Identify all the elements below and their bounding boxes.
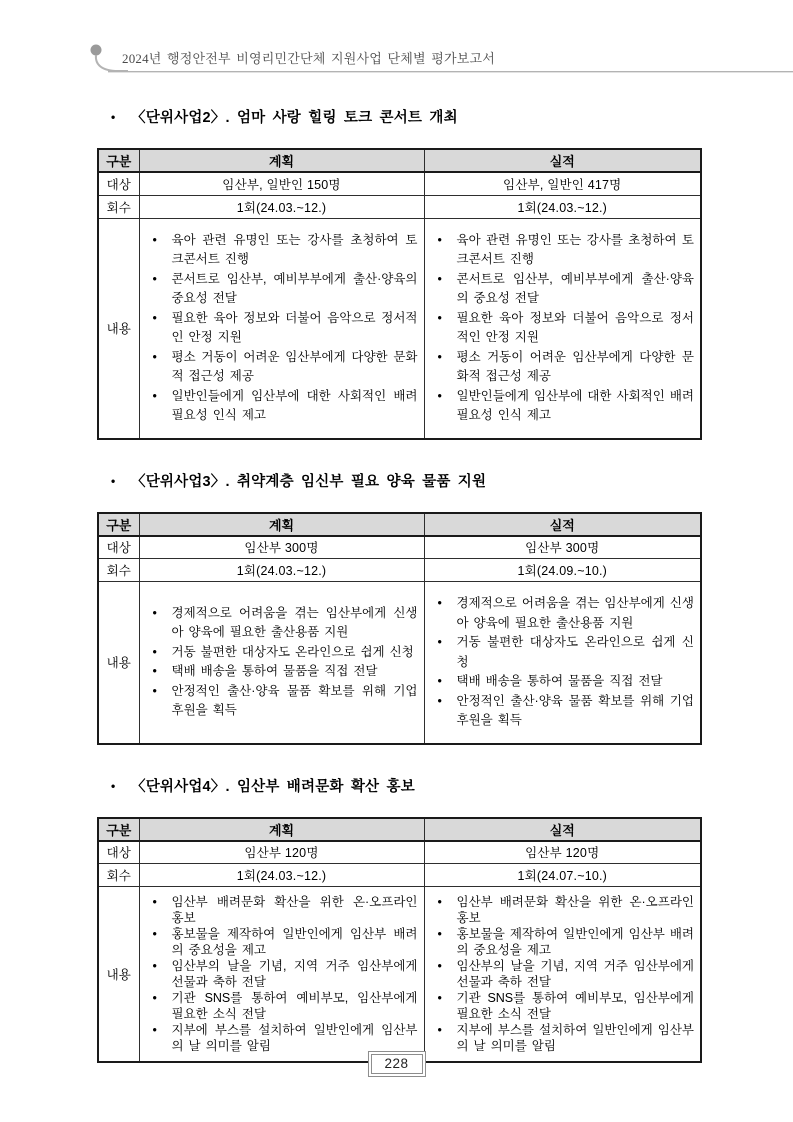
row-label-count: 회수 [98,559,139,582]
target-plan-value: 임산부, 일반인 150명 [139,172,424,195]
row-label-target: 대상 [98,172,139,195]
list-item: • 육아 관련 유명인 또는 강사를 초청하여 토크콘서트 진행 [140,231,418,270]
plan-vs-actual-table [97,512,702,745]
col-header-category: 구분 [98,818,139,841]
section-heading [111,106,700,127]
page-content [97,106,700,1063]
table-row-count [98,195,701,218]
list-item: • 육아 관련 유명인 또는 강사를 초청하여 토크콘서트 진행 [425,231,695,270]
table-header-row [98,818,701,841]
list-item: • 일반인들에게 임산부에 대한 사회적인 배려 필요성 인식 제고 [425,387,695,426]
content-actual-cell [424,582,701,744]
col-header-category: 구분 [98,149,139,172]
list-item: • 임산부의 날을 기념, 지역 거주 임산부에게 선물과 축하 전달 [425,958,695,990]
list-item: • 일반인들에게 임산부에 대한 사회적인 배려 필요성 인식 제고 [140,387,418,426]
col-header-plan: 계획 [139,818,424,841]
table-row-target [98,172,701,195]
list-item: • 필요한 육아 정보와 더불어 음악으로 정서적인 안정 지원 [425,309,695,348]
row-label-content: 내용 [98,582,139,744]
list-item: • 임산부의 날을 기념, 지역 거주 임산부에게 선물과 축하 전달 [140,958,418,990]
list-item: • 기관 SNS를 통하여 예비부모, 임산부에게 필요한 소식 전달 [425,990,695,1022]
section-title: 〈단위사업2〉. 엄마 사랑 힐링 토크 콘서트 개최 [131,110,458,126]
col-header-category: 구분 [98,513,139,536]
list-item: • 지부에 부스를 설치하여 일반인에게 임산부의 날 의미를 알림 [140,1022,418,1054]
content-actual-cell [424,887,701,1063]
table-row-count [98,864,701,887]
table-row-content [98,218,701,439]
section-unit-project-4 [97,775,700,1064]
list-item: • 택배 배송을 통하여 물품을 직접 전달 [140,662,418,682]
list-item: • 택배 배송을 통하여 물품을 직접 전달 [425,672,695,692]
table-row-content [98,887,701,1063]
row-label-content: 내용 [98,887,139,1063]
bullet-icon: • [111,778,116,793]
page-number-badge: 228 [367,1051,425,1077]
list-item: • 경제적으로 어려움을 겪는 임산부에게 신생아 양육에 필요한 출산용품 지원 [140,604,418,643]
document-title: 2024년 행정안전부 비영리민간단체 지원사업 단체별 평가보고서 [122,51,496,66]
list-item: • 콘서트로 임산부, 예비부부에게 출산·양육의 중요성 전달 [140,270,418,309]
list-item: • 기관 SNS를 통하여 예비부모, 임산부에게 필요한 소식 전달 [140,990,418,1022]
col-header-actual: 실적 [424,818,701,841]
plan-vs-actual-table [97,817,702,1064]
row-label-count: 회수 [98,195,139,218]
target-plan-value: 임산부 300명 [139,536,424,559]
list-item: • 거동 불편한 대상자도 온라인으로 쉽게 신청 [425,633,695,672]
plan-bullet-list [140,219,424,438]
section-title: 〈단위사업4〉. 임산부 배려문화 확산 홍보 [131,778,415,795]
bullet-icon: • [111,110,116,124]
list-item: • 임산부 배려문화 확산을 위한 온·오프라인 홍보 [140,894,418,926]
actual-bullet-list [425,582,701,743]
table-header-row [98,149,701,172]
table-row-target [98,841,701,864]
count-actual-value: 1회(24.07.~10.) [424,864,701,887]
row-label-count: 회수 [98,864,139,887]
plan-vs-actual-table [97,148,702,440]
header-rule [108,71,793,73]
section-heading [111,470,700,491]
plan-bullet-list [140,592,424,733]
target-plan-value: 임산부 120명 [139,841,424,864]
running-header [0,0,793,80]
section-heading [111,775,700,796]
section-unit-project-2 [97,106,700,440]
table-header-row [98,513,701,536]
list-item: • 콘서트로 임산부, 예비부부에게 출산·양육의 중요성 전달 [425,270,695,309]
row-label-target: 대상 [98,841,139,864]
count-plan-value: 1회(24.03.~12.) [139,559,424,582]
table-row-content [98,582,701,744]
content-plan-cell [139,887,424,1063]
list-item: • 안정적인 출산·양육 물품 확보를 위해 기업 후원을 획득 [140,682,418,721]
col-header-actual: 실적 [424,513,701,536]
col-header-plan: 계획 [139,513,424,536]
list-item: • 지부에 부스를 설치하여 일반인에게 임산부의 날 의미를 알림 [425,1022,695,1054]
target-actual-value: 임산부 120명 [424,841,701,864]
table-row-target [98,536,701,559]
list-item: • 평소 거동이 어려운 임산부에게 다양한 문화적 접근성 제공 [425,348,695,387]
list-item: • 거동 불편한 대상자도 온라인으로 쉽게 신청 [140,643,418,663]
list-item: • 홍보물을 제작하여 일반인에게 임산부 배려의 중요성을 제고 [140,926,418,958]
content-plan-cell [139,582,424,744]
list-item: • 임산부 배려문화 확산을 위한 온·오프라인 홍보 [425,894,695,926]
plan-bullet-list [140,887,424,1061]
count-plan-value: 1회(24.03.~12.) [139,195,424,218]
section-title: 〈단위사업3〉. 취약계층 임신부 필요 양육 물품 지원 [131,473,487,490]
row-label-target: 대상 [98,536,139,559]
count-plan-value: 1회(24.03.~12.) [139,864,424,887]
content-actual-cell [424,218,701,439]
section-unit-project-3 [97,470,700,745]
actual-bullet-list [425,219,701,438]
target-actual-value: 임산부 300명 [424,536,701,559]
table-row-count [98,559,701,582]
count-actual-value: 1회(24.09.~10.) [424,559,701,582]
list-item: • 안정적인 출산·양육 물품 확보를 위해 기업 후원을 획득 [425,692,695,731]
col-header-plan: 계획 [139,149,424,172]
row-label-content: 내용 [98,218,139,439]
list-item: • 홍보물을 제작하여 일반인에게 임산부 배려의 중요성을 제고 [425,926,695,958]
bullet-icon: • [111,473,116,488]
count-actual-value: 1회(24.03.~12.) [424,195,701,218]
content-plan-cell [139,218,424,439]
list-item: • 경제적으로 어려움을 겪는 임산부에게 신생아 양육에 필요한 출산용품 지원 [425,594,695,633]
target-actual-value: 임산부, 일반인 417명 [424,172,701,195]
actual-bullet-list [425,887,701,1061]
list-item: • 필요한 육아 정보와 더불어 음악으로 정서적인 안정 지원 [140,309,418,348]
list-item: • 평소 거동이 어려운 임산부에게 다양한 문화적 접근성 제공 [140,348,418,387]
col-header-actual: 실적 [424,149,701,172]
